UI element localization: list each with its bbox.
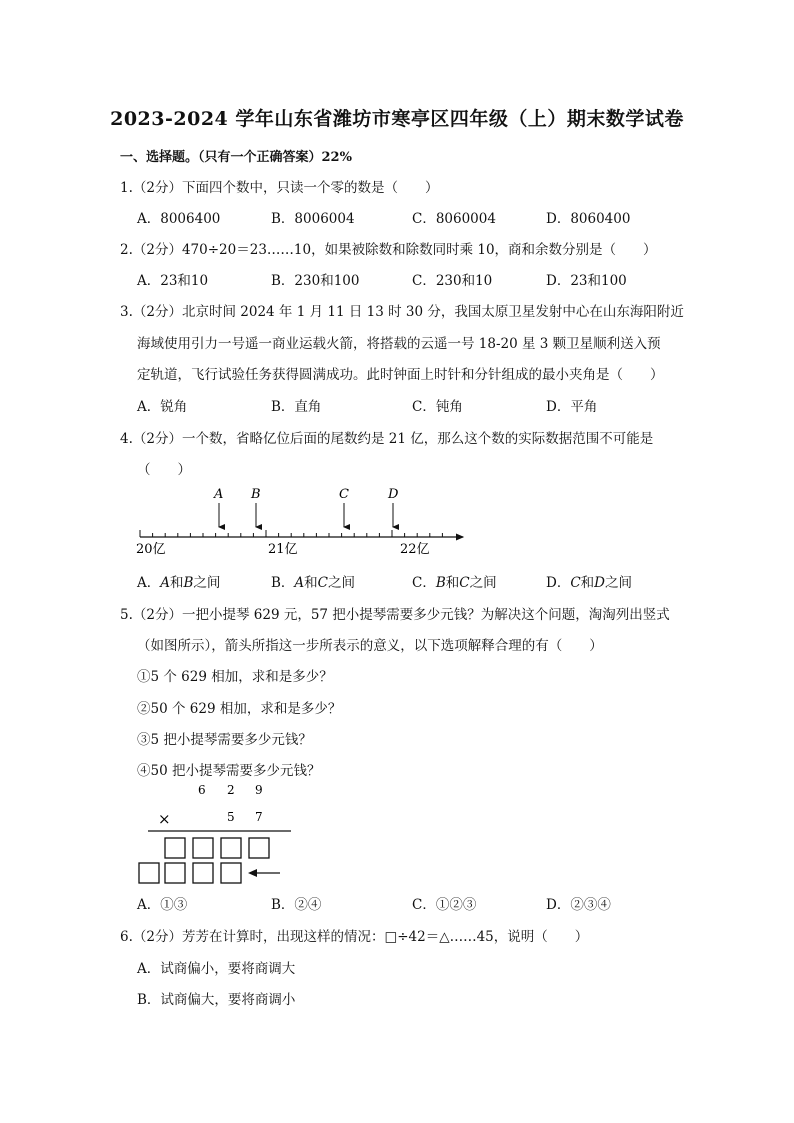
q3-option-d[interactable]: D．平角 <box>546 399 598 415</box>
q5-statement-4: ④50 把小提琴需要多少元钱？ <box>137 763 321 779</box>
marker-b-label: B <box>251 487 261 502</box>
bottom-digit-7: 7 <box>255 810 263 824</box>
marker-d-label: D <box>388 487 399 502</box>
tick-label-22yi: 22亿 <box>400 542 430 557</box>
question-1-stem: 1.（2分）下面四个数中，只读一个零的数是（ ） <box>120 180 439 196</box>
times-sign: × <box>158 810 171 828</box>
q5-statement-3: ③5 把小提琴需要多少元钱？ <box>137 732 312 748</box>
top-digit-9: 9 <box>255 783 263 797</box>
q6-option-a[interactable]: A．试商偏小，要将商调大 <box>137 961 296 977</box>
q3-option-a[interactable]: A．锐角 <box>137 399 188 415</box>
question-2-stem: 2.（2分）470÷20＝23……10，如果被除数和除数同时乘 10，商和余数分别是（ ） <box>120 242 657 258</box>
marker-c-label: C <box>339 487 349 502</box>
top-digit-2: 2 <box>227 783 235 797</box>
question-4-stem-line1: 4.（2分）一个数，省略亿位后面的尾数约是 21 亿，那么这个数的实际数据范围不可能是 <box>120 431 654 447</box>
q5-option-c[interactable]: C．①②③ <box>412 897 477 913</box>
question-3-stem-line2: 海域使用引力一号遥一商业运载火箭，将搭载的云遥一号 18-20 星 3 颗卫星顺利送入预 <box>137 336 661 352</box>
q4-option-a[interactable]: A．A和B之间 <box>137 575 221 591</box>
blank-box <box>193 838 213 858</box>
q3-option-c[interactable]: C．钝角 <box>412 399 463 415</box>
q1-option-b[interactable]: B．8006004 <box>271 211 355 227</box>
blank-box <box>221 863 241 883</box>
q2-option-b[interactable]: B．230和100 <box>271 273 360 289</box>
q1-option-a[interactable]: A．8006400 <box>137 211 221 227</box>
q4-option-b[interactable]: B．A和C之间 <box>271 575 356 591</box>
question-4-stem-line2: （ ） <box>137 462 191 478</box>
q1-option-c[interactable]: C．8060004 <box>412 211 496 227</box>
marker-a-label: A <box>214 487 224 502</box>
bottom-digit-5: 5 <box>227 810 235 824</box>
q2-option-d[interactable]: D．23和100 <box>546 273 627 289</box>
exam-title: 2023-2024 学年山东省潍坊市寒亭区四年级（上）期末数学试卷 <box>110 108 684 130</box>
q5-option-d[interactable]: D．②③④ <box>546 897 611 913</box>
number-line-figure <box>130 484 475 558</box>
q6-option-b[interactable]: B．试商偏大，要将商调小 <box>137 992 296 1008</box>
question-3-stem-line1: 3.（2分）北京时间 2024 年 1 月 11 日 13 时 30 分，我国太原卫星发射中心在山东海阳附近 <box>120 304 684 320</box>
question-3-stem-line3: 定轨道，飞行试验任务获得圆满成功。此时钟面上时针和分针组成的最小夹角是（ ） <box>137 367 664 383</box>
blank-box <box>165 838 185 858</box>
question-6-stem: 6.（2分）芳芳在计算时，出现这样的情况：□÷42＝△……45，说明（ ） <box>120 929 589 945</box>
number-line-ticks <box>140 530 442 537</box>
blank-box <box>139 863 159 883</box>
q2-option-c[interactable]: C．230和10 <box>412 273 493 289</box>
section-heading-choice: 一、选择题。（只有一个正确答案）22% <box>120 150 352 165</box>
q4-option-c[interactable]: C．B和C之间 <box>412 575 497 591</box>
q2-option-a[interactable]: A．23和10 <box>137 273 209 289</box>
blank-box <box>249 838 269 858</box>
q4-option-d[interactable]: D．C和D之间 <box>546 575 632 591</box>
vertical-multiplication-figure <box>136 780 296 888</box>
question-5-stem-line1: 5.（2分）一把小提琴 629 元，57 把小提琴需要多少元钱？为解决这个问题，淘淘列出竖式 <box>120 607 670 623</box>
q3-option-b[interactable]: B．直角 <box>271 399 322 415</box>
q5-statement-1: ①5 个 629 相加，求和是多少？ <box>137 669 333 685</box>
arrow-head-icon <box>248 869 257 877</box>
q5-option-a[interactable]: A．①③ <box>137 897 188 913</box>
question-5-stem-line2: （如图所示），箭头所指这一步所表示的意义，以下选项解释合理的有（ ） <box>137 638 603 654</box>
blank-box <box>221 838 241 858</box>
q5-statement-2: ②50 个 629 相加，求和是多少？ <box>137 701 342 717</box>
top-digit-6: 6 <box>198 783 206 797</box>
q1-option-d[interactable]: D．8060400 <box>546 211 631 227</box>
blank-box <box>165 863 185 883</box>
tick-label-20yi: 20亿 <box>136 542 166 557</box>
q5-option-b[interactable]: B．②④ <box>271 897 322 913</box>
blank-box <box>193 863 213 883</box>
tick-label-21yi: 21亿 <box>268 542 298 557</box>
